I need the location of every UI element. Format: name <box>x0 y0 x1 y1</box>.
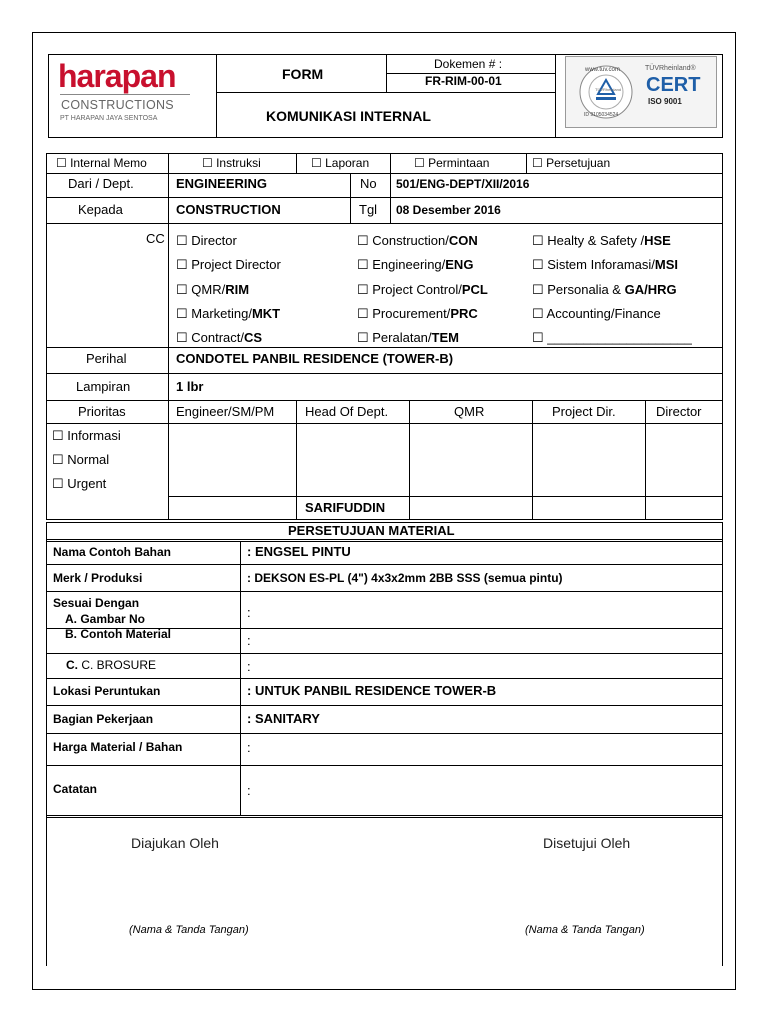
memo-type-permintaan[interactable]: ☐ Permintaan <box>414 156 490 170</box>
cert-main-text: CERT <box>646 74 701 96</box>
memo-type-laporan[interactable]: ☐ Laporan <box>311 156 370 170</box>
material-row-label: Lokasi Peruntukan <box>53 684 161 698</box>
submitted-by-label: Diajukan Oleh <box>131 835 219 851</box>
material-row-label: B. Contoh Material <box>65 627 172 641</box>
col-qmr: QMR <box>454 404 485 419</box>
material-row-label: Merk / Produksi <box>53 571 143 585</box>
dari-value: ENGINEERING <box>176 176 268 191</box>
cc-option[interactable]: ☐ Engineering/ENG <box>357 257 474 272</box>
seal-bottom-text: ID 9105034524 <box>584 112 619 118</box>
kepada-label: Kepada <box>78 202 123 217</box>
priority-informasi[interactable]: ☐ Informasi <box>52 428 121 443</box>
material-row-value: : <box>247 633 251 648</box>
form-label: FORM <box>282 66 324 82</box>
no-label: No <box>360 176 377 191</box>
perihal-value: CONDOTEL PANBIL RESIDENCE (TOWER-B) <box>176 351 454 366</box>
cc-option[interactable]: ☐ Procurement/PRC <box>357 306 478 321</box>
cc-option[interactable]: ☐ ____________________ <box>532 330 692 345</box>
priority-urgent[interactable]: ☐ Urgent <box>52 476 107 491</box>
cc-option[interactable]: ☐ Construction/CON <box>357 233 478 248</box>
cc-option[interactable]: ☐ Marketing/MKT <box>176 306 281 321</box>
material-row-value: : ENGSEL PINTU <box>247 544 351 559</box>
tgl-label: Tgl <box>359 202 378 217</box>
memo-type-persetujuan[interactable]: ☐ Persetujuan <box>532 156 611 170</box>
submitted-by-signature-hint: (Nama & Tanda Tangan) <box>129 924 249 936</box>
cc-option[interactable]: ☐ Personalia & GA/HRG <box>532 282 677 297</box>
material-row-value: : <box>247 740 251 755</box>
cc-option[interactable]: ☐ Project Control/PCL <box>357 282 488 297</box>
tgl-value: 08 Desember 2016 <box>396 203 501 217</box>
dari-label: Dari / Dept. <box>68 176 134 191</box>
material-title: PERSETUJUAN MATERIAL <box>288 523 455 538</box>
col-engineer: Engineer/SM/PM <box>176 404 275 419</box>
cc-label: CC <box>146 231 165 246</box>
cc-option[interactable]: ☐ Sistem Inforamasi/MSI <box>532 257 679 272</box>
doc-label: Dokemen # : <box>434 57 503 71</box>
no-value: 501/ENG-DEPT/XII/2016 <box>396 177 530 191</box>
cert-top-text: TÜVRheinland® <box>645 65 696 72</box>
memo-type-internal-memo[interactable]: ☐ Internal Memo <box>56 156 147 170</box>
material-row-value: : SANITARY <box>247 711 320 726</box>
seal-top-text: www.tuv.com <box>585 67 620 73</box>
perihal-label: Perihal <box>86 351 127 366</box>
approved-by-signature-hint: (Nama & Tanda Tangan) <box>525 924 645 936</box>
cert-iso-text: ISO 9001 <box>648 97 682 106</box>
company-legal-name: PT HARAPAN JAYA SENTOSA <box>60 115 158 122</box>
material-row-value: : <box>247 659 251 674</box>
memo-type-instruksi[interactable]: ☐ Instruksi <box>202 156 261 170</box>
company-logo-sub: CONSTRUCTIONS <box>61 98 174 112</box>
lampiran-value: 1 lbr <box>176 379 204 394</box>
lampiran-label: Lampiran <box>76 379 131 394</box>
material-row-value: : DEKSON ES-PL (4") 4x3x2mm 2BB SSS (semua pintu) <box>247 571 563 585</box>
material-row-value: : <box>247 605 251 620</box>
material-row-label: Bagian Pekerjaan <box>53 712 154 726</box>
priority-normal[interactable]: ☐ Normal <box>52 452 110 467</box>
iso-cert-badge <box>565 56 717 128</box>
material-row-label: Harga Material / Bahan <box>53 740 183 754</box>
cc-option[interactable]: ☐ Director <box>176 233 237 248</box>
cc-option[interactable]: ☐ Accounting/Finance <box>532 306 661 321</box>
seal-mid-text: TÜVRheinland <box>595 87 622 92</box>
prioritas-label: Prioritas <box>78 404 126 419</box>
cc-option[interactable]: ☐ Healty & Safety /HSE <box>532 233 671 248</box>
cc-option[interactable]: ☐ Contract/CS <box>176 330 263 345</box>
cc-option[interactable]: ☐ Project Director <box>176 257 281 272</box>
col-project-dir: Project Dir. <box>552 404 616 419</box>
doc-number: FR-RIM-00-01 <box>425 74 502 88</box>
material-row-label: Catatan <box>53 782 98 796</box>
material-row-value: : UNTUK PANBIL RESIDENCE TOWER-B <box>247 683 497 698</box>
form-title: KOMUNIKASI INTERNAL <box>266 108 431 124</box>
cc-option[interactable]: ☐ Peralatan/TEM <box>357 330 459 345</box>
col-director: Director <box>656 404 702 419</box>
material-row-label: C. C. BROSURE <box>66 658 157 672</box>
company-logo: harapan <box>58 58 176 94</box>
material-row-label: Nama Contoh Bahan <box>53 545 172 559</box>
material-row-label: Sesuai Dengan <box>53 596 140 610</box>
cc-option[interactable]: ☐ QMR/RIM <box>176 282 250 297</box>
head-of-dept-name: SARIFUDDIN <box>305 500 386 515</box>
approved-by-label: Disetujui Oleh <box>543 835 631 851</box>
kepada-value: CONSTRUCTION <box>176 202 281 217</box>
material-row-value: : <box>247 783 251 798</box>
material-row-sublabel: A. Gambar No <box>65 612 146 626</box>
col-head-of-dept: Head Of Dept. <box>305 404 389 419</box>
